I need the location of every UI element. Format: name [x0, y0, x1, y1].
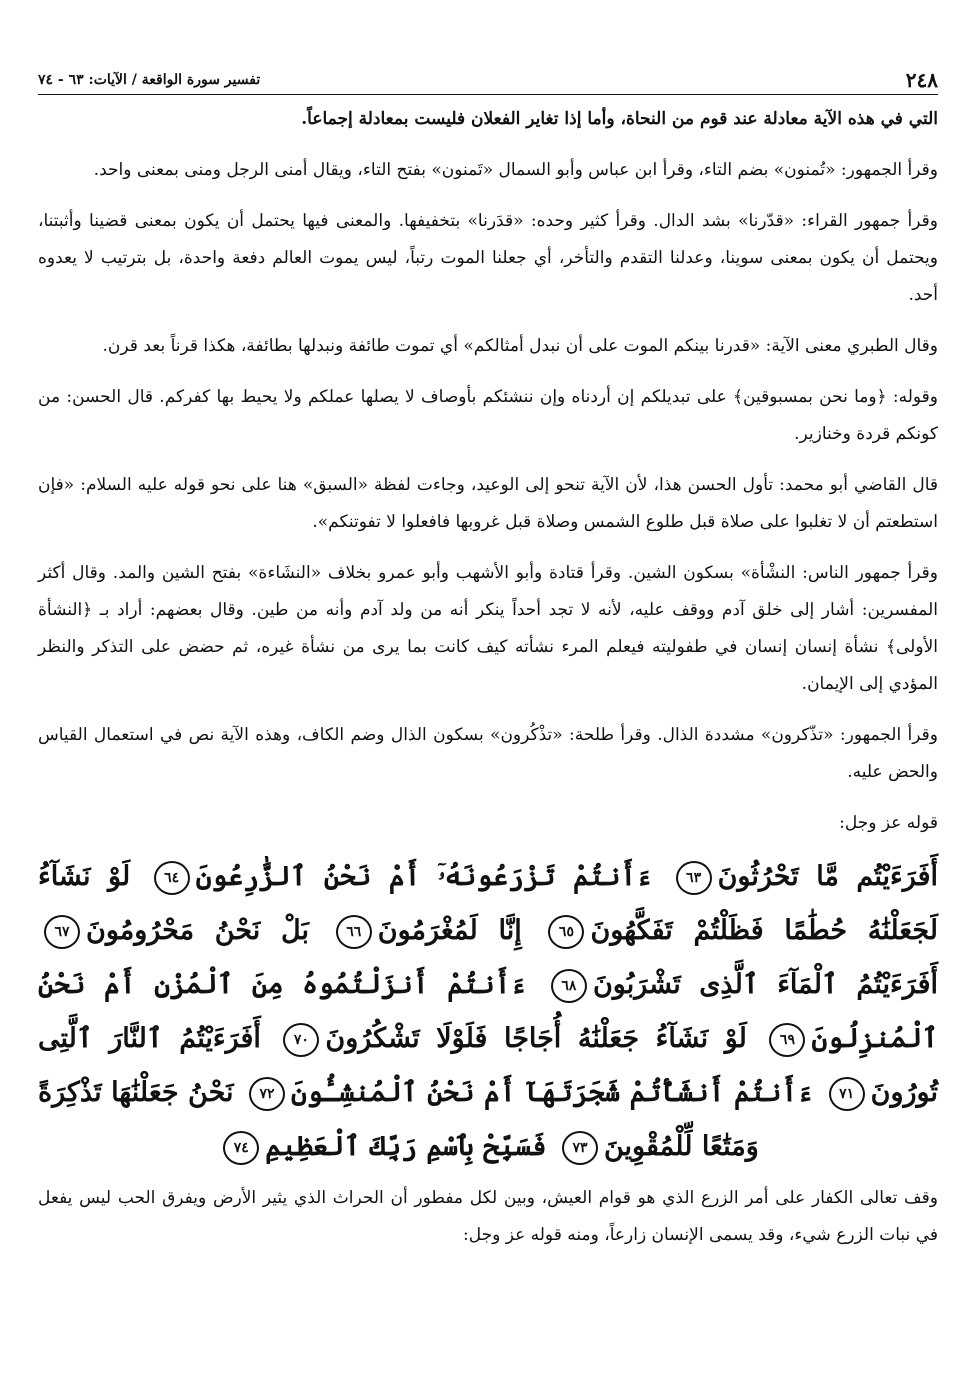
verse-number-icon: ٦٩	[769, 1023, 805, 1057]
paragraph: وقرأ الجمهور: «تُمنون» بضم التاء، وقرأ ابن عباس وأبو السمال «تَمنون» بفتح التاء، ويقال أمنى الرجل ومنى بمعنى واحد.	[93, 160, 938, 180]
verse-number-icon: ٦٤	[154, 861, 190, 895]
paragraph: وقال الطبري معنى الآية: «قدرنا بينكم الموت على أن نبدل أمثالكم» أي تموت طائفة ونبدلها بطائفة، هكذا قرناً بعد قرن.	[102, 336, 938, 356]
verse-number-icon: ٧١	[829, 1077, 865, 1111]
verse-text: بَلْ نَحْنُ مَحْرُومُونَ	[86, 915, 309, 946]
verse-number-icon: ٦٥	[548, 915, 584, 949]
verse-text: أَفَرَءَيْتُمُ ٱلْمَآءَ ٱلَّذِى تَشْرَبُونَ	[592, 969, 938, 1000]
verse-text: ءَأَنتُمْ تَزْرَعُونَهُۥٓ أَمْ نَحْنُ ٱلزَّٰرِعُونَ	[195, 861, 653, 892]
verse-text: نَحْنُ جَعَلْنَٰهَا تَذْكِرَةً وَمَتَٰعًا لِّلْمُقْوِينَ	[38, 1077, 759, 1162]
verse-number-icon: ٦٦	[336, 915, 372, 949]
verse-text: فَسَبِّحْ بِٱسْمِ رَبِّكَ ٱلْعَظِيمِ	[265, 1131, 547, 1162]
verse-number-icon: ٧٢	[249, 1077, 285, 1111]
paragraph: وقرأ جمهور الناس: النشْأة» بسكون الشين. وقرأ قتادة وأبو الأشهب وأبو عمرو بخلاف «النشَاءة» بفتح الشين والمد. وقال أكثر المفسرين: أشار إلى خلق آدم ووقف عليه، لأنه لا تجد أحداً ينكر أنه من ولد آدم وأنه من طين. وقال بعضهم: أراد بـ ﴿النشأة الأولى﴾ نشأة إنسان إنسان في طفوليته فيعلم المرء نشأته كيف كانت بما يرى من نشأة غيره، ثم حضض على التذكر والنظر المؤدي إلى الإيمان.	[38, 563, 938, 694]
verse-number-icon: ٧٤	[223, 1131, 259, 1165]
running-title: تفسير سورة الواقعة / الآيات: ٦٣ - ٧٤	[38, 72, 261, 88]
verse-number-icon: ٦٧	[44, 915, 80, 949]
verse-text: أَفَرَءَيْتُمُ ٱلنَّارَ ٱلَّتِى تُورُونَ	[38, 1023, 938, 1108]
verse-text: أَفَرَءَيْتُم مَّا تَحْرُثُونَ	[717, 861, 939, 892]
paragraph: التي في هذه الآية معادلة عند قوم من النحاة، وأما إذا تغاير الفعلان فليست بمعادلة إجماعاً.	[301, 109, 938, 129]
verse-text: إِنَّا لَمُغْرَمُونَ	[377, 915, 522, 946]
page-number: ٢٤٨	[905, 68, 938, 92]
verse-number-icon: ٧٣	[562, 1131, 598, 1165]
verse-text: ءَأَنتُمْ أَنزَلْتُمُوهُ مِنَ ٱلْمُزْنِ أَمْ نَحْنُ ٱلْمُنزِلُونَ	[38, 969, 939, 1054]
paragraph: وقوله: ﴿وما نحن بمسبوقين﴾ على تبديلكم إن أردناه وإن ننشئكم بأوصاف لا يصلها عملكم ولا يحيط بها كفركم. قال الحسن: من كونكم قردة وخنازير.	[38, 387, 938, 444]
paragraph: قال القاضي أبو محمد: تأول الحسن هذا، لأن الآية تنحو إلى الوعيد، وجاءت لفظة «السبق» هنا على نحو قوله عليه السلام: «فإن استطعتم أن لا تغلبوا على صلاة قبل طلوع الشمس وصلاة قبل غروبها فافعلوا لا تفوتنكم».	[38, 475, 938, 532]
verse-number-icon: ٦٨	[551, 969, 587, 1003]
verse-text: لَوْ نَشَآءُ جَعَلْنَٰهُ أُجَاجًا فَلَوْلَا تَشْكُرُونَ	[325, 1023, 747, 1054]
verse-number-icon: ٦٣	[676, 861, 712, 895]
running-header	[38, 66, 938, 95]
paragraph: وقف تعالى الكفار على أمر الزرع الذي هو قوام العيش، وبين لكل مفطور أن الحراث الذي يثير الأرض ويفرق الحب ليس يفعل في نبات الزرع شيء، وقد يسمى الإنسان زارعاً، ومنه قوله عز وجل:	[38, 1188, 938, 1245]
verse-number-icon: ٧٠	[283, 1023, 319, 1057]
paragraph: وقرأ الجمهور: «تذّكرون» مشددة الذال. وقرأ طلحة: «تذْكُرون» بسكون الذال وضم الكاف، وهذه الآية نص في استعمال القياس والحض عليه.	[38, 725, 938, 782]
paragraph: وقرأ جمهور القراء: «قدّرنا» بشد الدال. وقرأ كثير وحده: «قدَرنا» بتخفيفها. والمعنى فيها يحتمل أن يكون بمعنى قضينا وأثبتنا، ويحتمل أن يكون بمعنى سوينا، وعدلنا التقدم والتأخر، أي جعلنا الموت رتباً، ليس يموت العالم دفعة واحدة، بل بترتيب لا يعدوه أحد.	[38, 211, 938, 305]
verse-text: ءَأَنتُمْ أَنشَأْتُمْ شَجَرَتَهَآ أَمْ نَحْنُ ٱلْمُنشِـُٔونَ	[291, 1077, 814, 1108]
page	[38, 66, 938, 1254]
quran-intro: قوله عز وجل:	[839, 813, 938, 833]
quran-verses	[38, 850, 938, 1174]
verse-text: لَوْ نَشَآءُ لَجَعَلْنَٰهُ حُطَٰمًا فَظَلْتُمْ تَفَكَّهُونَ	[38, 861, 938, 946]
